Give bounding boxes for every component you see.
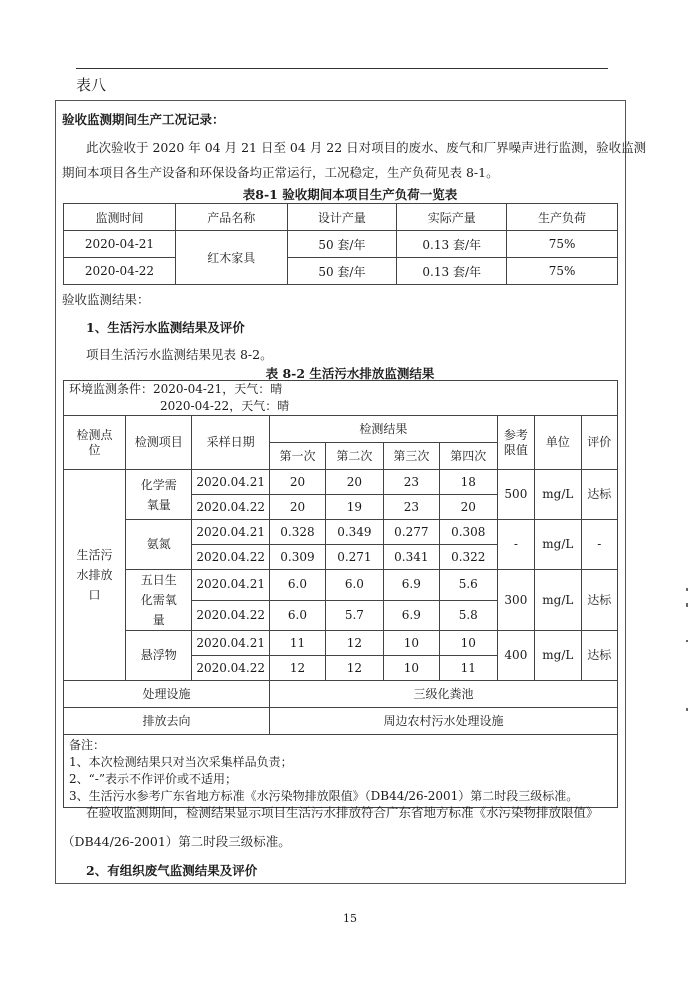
date-cell: 2020.04.21 — [192, 570, 270, 601]
production-paragraph-line2: 期间本项目各生产设备和环保设备均正常运行，工况稳定，生产负荷见表 8-1。 — [62, 165, 499, 180]
header-results: 检测结果 — [270, 416, 498, 443]
header-run-2: 第二次 — [325, 443, 383, 470]
eval-cell: - — [581, 520, 617, 570]
value-cell: 5.8 — [439, 600, 497, 631]
header-cell: 实际产量 — [397, 204, 507, 231]
value-cell: 11 — [270, 631, 326, 656]
conclusion-line1: 在验收监测期间，检测结果显示项目生活污水排放符合广东省地方标准《水污染物排放限值》 — [86, 805, 599, 820]
limit-cell: 500 — [497, 470, 534, 520]
value-cell: 6.9 — [383, 600, 439, 631]
date-cell: 2020.04.21 — [192, 520, 270, 545]
env-condition-line: 2020-04-22，天气：晴 — [160, 399, 290, 413]
unit-cell: mg/L — [535, 520, 582, 570]
value-cell: 11 — [439, 656, 497, 681]
design-cell: 50 套/年 — [287, 258, 397, 285]
unit-cell: mg/L — [535, 470, 582, 520]
value-cell: 6.9 — [383, 570, 439, 601]
value-cell: 10 — [383, 631, 439, 656]
header-run-4: 第四次 — [439, 443, 497, 470]
value-cell: 20 — [325, 470, 383, 495]
note-item: 3、生活污水参考广东省地方标准《水污染物排放限值》（DB44/26-2001）第二时段三级标准。 — [69, 789, 579, 803]
value-cell: 12 — [325, 656, 383, 681]
value-cell: 5.7 — [325, 600, 383, 631]
header-cell: 产品名称 — [175, 204, 287, 231]
value-cell: 6.0 — [270, 600, 326, 631]
actual-cell: 0.13 套/年 — [397, 258, 507, 285]
unit-cell: mg/L — [535, 570, 582, 631]
header-item: 检测项目 — [126, 416, 192, 470]
date-cell: 2020.04.21 — [192, 470, 270, 495]
value-cell: 10 — [439, 631, 497, 656]
limit-cell: 300 — [497, 570, 534, 631]
header-eval: 评价 — [581, 416, 617, 470]
wastewater-results-table — [63, 380, 618, 808]
destination-label: 排放去向 — [64, 708, 270, 735]
item-cell: 五日生化需氧量 — [126, 570, 192, 631]
limit-cell: 400 — [497, 631, 534, 681]
date-cell: 2020.04.22 — [192, 545, 270, 570]
date-cell: 2020-04-22 — [64, 258, 176, 285]
table-row — [64, 231, 618, 258]
table-header-row — [64, 204, 618, 231]
subsection-1-title: 1、生活污水监测结果及评价 — [86, 320, 245, 335]
value-cell: 20 — [270, 495, 326, 520]
scan-artifact — [686, 640, 688, 642]
results-heading: 验收监测结果： — [62, 292, 150, 307]
value-cell: 6.0 — [325, 570, 383, 601]
table-row — [64, 470, 618, 495]
value-cell: 12 — [325, 631, 383, 656]
value-cell: 0.271 — [325, 545, 383, 570]
date-cell: 2020-04-21 — [64, 231, 176, 258]
section-title: 表八 — [76, 76, 107, 94]
load-cell: 75% — [507, 258, 618, 285]
value-cell: 0.277 — [383, 520, 439, 545]
value-cell: 0.341 — [383, 545, 439, 570]
value-cell: 0.308 — [439, 520, 497, 545]
value-cell: 19 — [325, 495, 383, 520]
item-cell: 悬浮物 — [126, 631, 192, 681]
page-number: 15 — [343, 912, 357, 925]
table-row — [64, 258, 618, 285]
note-item: 2、“-”表示不作评价或不适用； — [69, 772, 237, 786]
value-cell: 10 — [383, 656, 439, 681]
notes-title: 备注： — [69, 738, 106, 752]
env-conditions-cell — [64, 381, 618, 416]
table-8-1-caption: 表8-1 验收期间本项目生产负荷一览表 — [242, 187, 458, 202]
scan-artifact — [686, 588, 688, 591]
table-header-row — [64, 416, 618, 443]
header-cell: 设计产量 — [287, 204, 397, 231]
production-load-table — [63, 203, 618, 285]
header-limit: 参考限值 — [497, 416, 534, 470]
header-cell: 监测时间 — [64, 204, 176, 231]
note-item: 1、本次检测结果只对当次采集样品负责； — [69, 755, 293, 769]
subsection-2-title: 2、有组织废气监测结果及评价 — [86, 863, 258, 878]
design-cell: 50 套/年 — [287, 231, 397, 258]
table-row — [64, 631, 618, 656]
env-condition-line: 环境监测条件：2020-04-21，天气：晴 — [69, 382, 283, 396]
eval-cell: 达标 — [581, 470, 617, 520]
table-row — [64, 570, 618, 601]
table-8-2-caption: 表 8-2 生活污水排放监测结果 — [265, 366, 435, 381]
item-cell: 化学需氧量 — [126, 470, 192, 520]
value-cell: 6.0 — [270, 570, 326, 601]
value-cell: 23 — [383, 495, 439, 520]
header-rule — [76, 68, 608, 69]
subsection-1-intro: 项目生活污水监测结果见表 8-2。 — [86, 347, 273, 362]
facility-label: 处理设施 — [64, 681, 270, 708]
date-cell: 2020.04.22 — [192, 656, 270, 681]
value-cell: 5.6 — [439, 570, 497, 601]
value-cell: 0.349 — [325, 520, 383, 545]
scan-artifact — [686, 603, 688, 607]
production-paragraph-line1: 此次验收于 2020 年 04 月 21 日至 04 月 22 日对项目的废水、废气和厂界噪声进行监测，验收监测 — [86, 140, 647, 155]
value-cell: 20 — [270, 470, 326, 495]
header-unit: 单位 — [535, 416, 582, 470]
product-cell: 红木家具 — [175, 231, 287, 285]
header-date: 采样日期 — [192, 416, 270, 470]
header-run-3: 第三次 — [383, 443, 439, 470]
date-cell: 2020.04.22 — [192, 495, 270, 520]
facility-row — [64, 681, 618, 708]
load-cell: 75% — [507, 231, 618, 258]
value-cell: 20 — [439, 495, 497, 520]
value-cell: 0.309 — [270, 545, 326, 570]
notes-cell — [64, 735, 618, 808]
value-cell: 18 — [439, 470, 497, 495]
eval-cell: 达标 — [581, 631, 617, 681]
table-row — [64, 520, 618, 545]
item-cell: 氨氮 — [126, 520, 192, 570]
unit-cell: mg/L — [535, 631, 582, 681]
eval-cell: 达标 — [581, 570, 617, 631]
notes-row — [64, 735, 618, 808]
point-cell: 生活污水排放口 — [64, 470, 126, 681]
header-run-1: 第一次 — [270, 443, 326, 470]
value-cell: 12 — [270, 656, 326, 681]
date-cell: 2020.04.22 — [192, 600, 270, 631]
facility-value: 三级化粪池 — [270, 681, 618, 708]
header-point: 检测点位 — [64, 416, 126, 470]
destination-value: 周边农村污水处理设施 — [270, 708, 618, 735]
conclusion-line2: （DB44/26-2001）第二时段三级标准。 — [62, 834, 291, 849]
scan-artifact — [686, 708, 688, 711]
env-conditions-row — [64, 381, 618, 416]
value-cell: 23 — [383, 470, 439, 495]
destination-row — [64, 708, 618, 735]
header-cell: 生产负荷 — [507, 204, 618, 231]
value-cell: 0.322 — [439, 545, 497, 570]
date-cell: 2020.04.21 — [192, 631, 270, 656]
value-cell: 0.328 — [270, 520, 326, 545]
production-heading: 验收监测期间生产工况记录： — [62, 112, 225, 127]
limit-cell: - — [497, 520, 534, 570]
actual-cell: 0.13 套/年 — [397, 231, 507, 258]
